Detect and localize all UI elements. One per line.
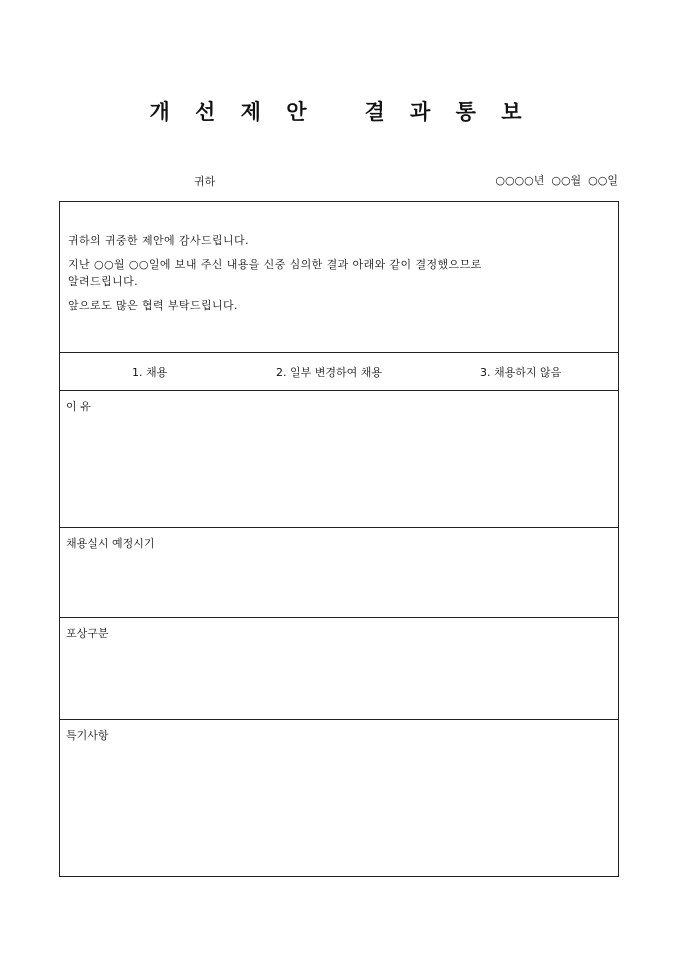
reason-section xyxy=(60,391,618,528)
addressee-label: 귀하 xyxy=(194,175,216,188)
message-line: 앞으로도 많은 협력 부탁드립니다. xyxy=(68,299,238,312)
option-partial-adopt: 2. 일부 변경하여 채용 xyxy=(276,366,382,379)
reward-section xyxy=(60,618,618,720)
remarks-label: 특기사항 xyxy=(66,729,109,742)
document-title: 개 선 제 안 결 과 통 보 xyxy=(149,100,531,124)
decision-options xyxy=(60,353,618,391)
message-line: 지난 ○○월 ○○일에 보내 주신 내용을 신중 심의한 결과 아래와 같이 결정했으므로 xyxy=(68,258,482,271)
schedule-section xyxy=(60,528,618,618)
option-reject: 3. 채용하지 않음 xyxy=(480,366,562,379)
reward-label: 포상구분 xyxy=(66,627,109,640)
message-line: 알려드립니다. xyxy=(68,275,139,288)
message-line: 귀하의 귀중한 제안에 감사드립니다. xyxy=(68,234,249,247)
option-adopt: 1. 채용 xyxy=(132,366,168,379)
remarks-section xyxy=(60,720,618,876)
message-box xyxy=(60,202,618,353)
date-field: ○○○○년 ○○월 ○○일 xyxy=(495,174,618,187)
schedule-label: 채용실시 예정시기 xyxy=(66,537,155,550)
reason-label: 이 유 xyxy=(66,400,91,413)
result-form xyxy=(59,201,619,877)
